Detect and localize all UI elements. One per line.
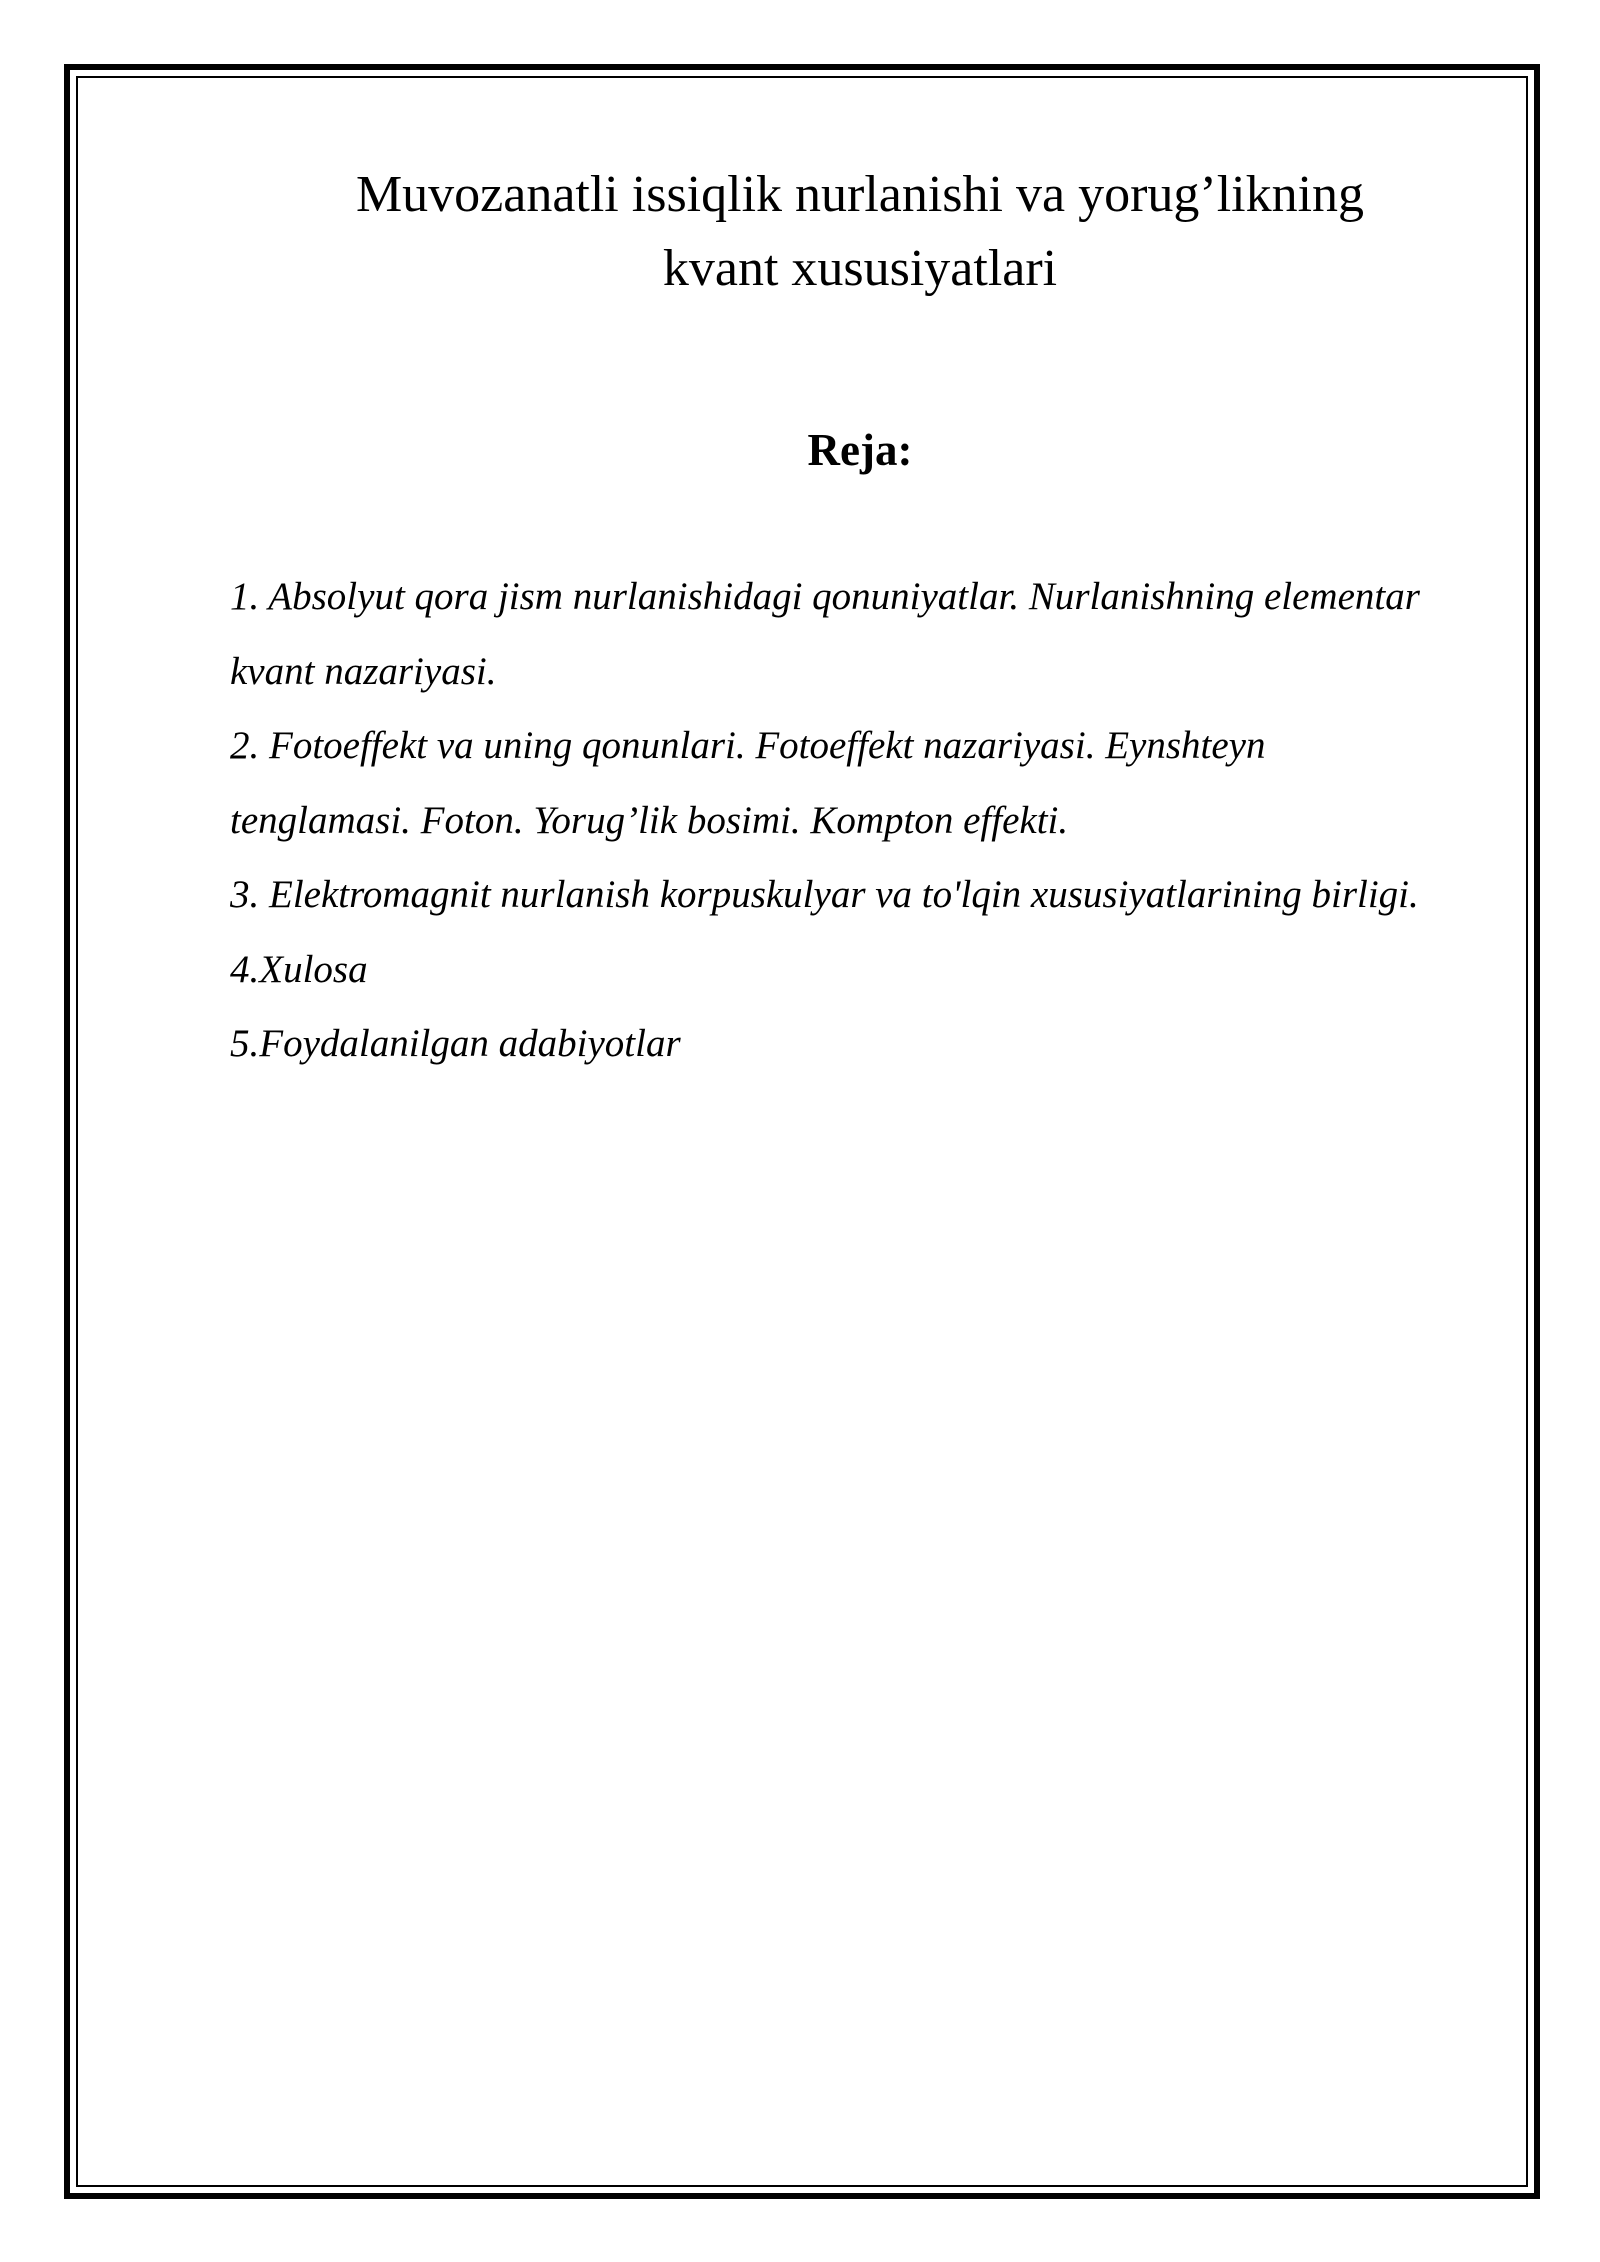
title-line-2: kvant xususiyatlari [662, 240, 1058, 297]
document-title [230, 158, 1490, 306]
plan-heading: Reja: [807, 425, 913, 475]
plan-list [230, 560, 1450, 1082]
page-border-inner [76, 76, 1528, 2187]
plan-item-1: 1. Absolyut qora jism nurlanishidagi qonuniyatlar. Nurlanishning elementar kvant nazariyasi. [230, 575, 1420, 693]
title-line-1: Muvozanatli issiqlik nurlanishi va yorug’likning [355, 166, 1365, 223]
plan-item-3: 3. Elektromagnit nurlanish korpuskulyar va to'lqin xususiyatlarining birligi. [230, 873, 1419, 916]
plan-item-4: 4.Xulosa [230, 947, 368, 991]
plan-item-5: 5.Foydalanilgan adabiyotlar [230, 1022, 681, 1065]
plan-item-2: 2. Fotoeffekt va uning qonunlari. Fotoeffekt nazariyasi. Eynshteyn tenglamasi. Foton. Yorug’lik bosimi. Kompton effekti. [230, 724, 1266, 842]
